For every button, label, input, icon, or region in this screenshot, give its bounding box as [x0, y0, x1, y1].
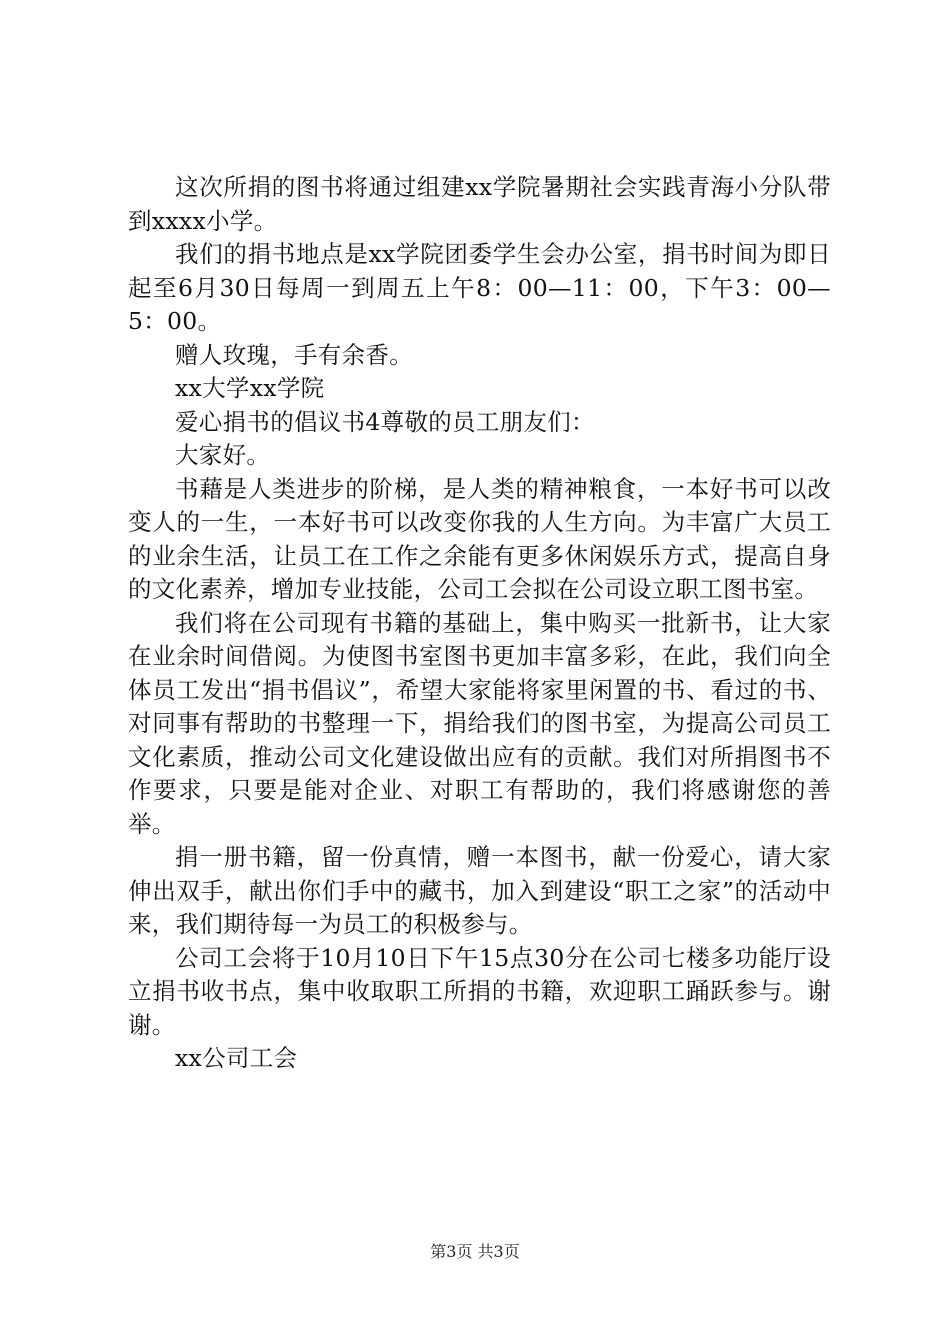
paragraph-book-transport: 这次所捐的图书将通过组建xx学院暑期社会实践青海小分队带到xxxx小学。 [128, 173, 831, 235]
paragraph-call-to-action: 捐一册书籍，留一份真情，赠一本图书，献一份爱心，请大家伸出双手，献出你们手中的藏书，加入到建设“职工之家”的活动中来，我们期待每一为员工的积极参与。 [128, 843, 831, 938]
page-number-footer: 第3页 共3页 [430, 1242, 520, 1261]
paragraph-signature-union: xx公司工会 [175, 1044, 298, 1072]
paragraph-books-ladder: 书藉是人类进步的阶梯，是人类的精神粮食，一本好书可以改变人的一生，一本好书可以改变你我的人生方向。为丰富广大员工的业余生活，让员工在工作之余能有更多休闲娱乐方式，提高自身的文化素养，增加专业技能，公司工会拟在公司设立职工图书室。 [128, 474, 831, 603]
paragraph-greeting: 大家好。 [175, 441, 271, 469]
document-body [128, 171, 831, 1076]
paragraph-signature-university: xx大学xx学院 [175, 374, 325, 402]
paragraph-donation-location-time: 我们的捐书地点是xx学院团委学生会办公室，捐书时间为即日起至6月30日每周一到周五上午8：00—11：00，下午3：00—5：00。 [128, 240, 831, 335]
paragraph-purchase-initiative: 我们将在公司现有书籍的基础上，集中购买一批新书，让大家在业余时间借阅。为使图书室图书更加丰富多彩，在此，我们向全体员工发出“捐书倡议”，希望大家能将家里闲置的书、看过的书、对同事有帮助的书整理一下，捐给我们的图书室，为提高公司员工文化素质，推动公司文化建设做出应有的贡献。我们对所捐图书不作要求，只要是能对企业、对职工有帮助的，我们将感谢您的善举。 [128, 608, 831, 838]
paragraph-roses-proverb: 赠人玫瑰，手有余香。 [175, 340, 413, 369]
paragraph-collection-point: 公司工会将于10月10日下午15点30分在公司七楼多功能厅设立捐书收书点，集中收取职工所捐的书籍，欢迎职工踊跃参与。谢谢。 [128, 943, 831, 1039]
paragraph-letter-heading: 爱心捐书的倡议书4尊敬的员工朋友们： [175, 407, 595, 436]
